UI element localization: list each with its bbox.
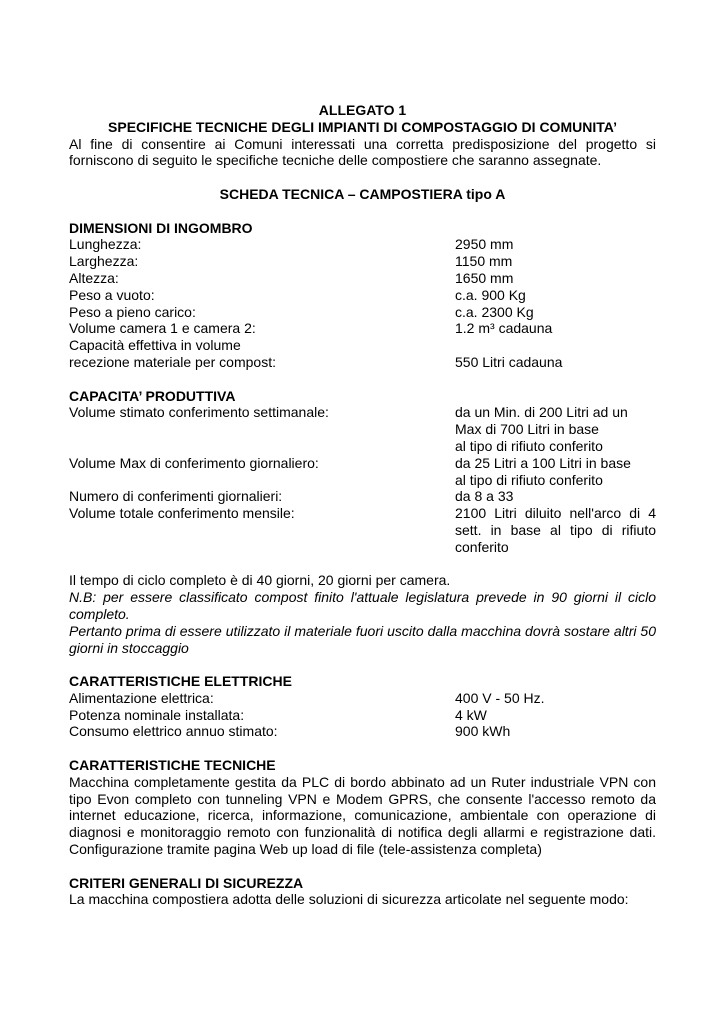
sheet-title: SCHEDA TECNICA – CAMPOSTIERA tipo A — [219, 185, 506, 202]
spec-label: Volume stimato conferimento settimanale: — [69, 404, 329, 421]
spec-value: Max di 700 Litri in base — [455, 421, 599, 438]
spec-value: da un Min. di 200 Litri ad un — [455, 404, 628, 421]
spec-row — [69, 270, 656, 287]
spec-row — [69, 723, 656, 740]
section-title-sicurezza: CRITERI GENERALI DI SICUREZZA — [69, 874, 304, 891]
spec-value: 1150 mm — [455, 253, 513, 270]
spec-value: al tipo di rifiuto conferito — [455, 437, 603, 454]
spec-row — [69, 404, 656, 421]
spec-row — [69, 505, 656, 522]
annex-title: ALLEGATO 1 — [318, 102, 407, 118]
spec-value: 1650 mm — [455, 269, 514, 286]
intro-paragraph: Al fine di consentire ai Comuni interessati una corretta predisposizione del progetto si forniscono di seguito le specifiche tecniche delle compostiere che saranno assegnate. — [69, 135, 656, 169]
spec-value: 550 Litri cadauna — [455, 353, 563, 370]
spec-row — [69, 421, 656, 438]
cycle-note: Il tempo di ciclo completo è di 40 giorni, 20 giorni per camera. — [69, 572, 451, 589]
spec-row — [69, 236, 656, 253]
storage-note: Pertanto prima di essere utilizzato il materiale fuori uscito dalla macchina dovrà sostare altri 50 giorni in stoccaggio — [69, 622, 656, 656]
spec-label: Peso a pieno carico: — [69, 303, 196, 320]
spec-label: Capacità effettiva in volume — [69, 337, 241, 354]
nb-note: N.B: per essere classificato compost finito l'attuale legislatura prevede in 90 giorni il ciclo completo. — [69, 589, 656, 622]
spec-row — [69, 304, 656, 321]
tecniche-paragraph: Macchina completamente gestita da PLC di bordo abbinato ad un Ruter industriale VPN con tipo Evon completo con tunneling VPN e Modem GPRS, che consente l'accesso remoto da internet educazione, ricerca, informazione, comunicazione, ambientale con operazione di diagnosi e monitoraggio remoto con funzionalità di notifica degli allarmi e registrazione dati. Configurazione tramite pagina Web up load di file (tele-assistenza completa) — [69, 773, 656, 858]
sicurezza-paragraph: La macchina compostiera adotta delle soluzioni di sicurezza articolate nel seguente modo: — [69, 891, 629, 908]
spec-label: Potenza nominale installata: — [69, 706, 245, 723]
spec-value: 2950 mm — [455, 236, 514, 253]
spec-label: Altezza: — [69, 269, 119, 286]
spec-label: Volume camera 1 e camera 2: — [69, 320, 256, 337]
spec-label: Consumo elettrico annuo stimato: — [69, 723, 278, 740]
spec-value: 2100 Litri diluito nell'arco di 4 — [455, 505, 656, 522]
spec-row — [69, 455, 656, 472]
spec-value: 4 kW — [455, 706, 487, 723]
spec-label: Volume totale conferimento mensile: — [69, 505, 295, 522]
document-page — [69, 102, 656, 908]
spec-value: 900 kWh — [455, 723, 511, 740]
spec-row — [69, 287, 656, 304]
section-title-tecniche: CARATTERISTICHE TECNICHE — [69, 757, 276, 774]
spec-row — [69, 438, 656, 455]
spec-value: 400 V - 50 Hz. — [455, 689, 545, 706]
spec-value: 1.2 m³ cadauna — [455, 320, 553, 337]
spec-row — [69, 522, 656, 539]
spec-value: c.a. 2300 Kg — [455, 303, 534, 320]
spec-row — [69, 488, 656, 505]
spec-row — [69, 472, 656, 489]
spec-label: Peso a vuoto: — [69, 286, 155, 303]
spec-label: Alimentazione elettrica: — [69, 689, 214, 706]
spec-row — [69, 320, 656, 337]
spec-value: al tipo di rifiuto conferito — [455, 471, 603, 488]
spec-label: Lunghezza: — [69, 236, 142, 253]
section-title-elettriche: CARATTERISTICHE ELETTRICHE — [69, 673, 292, 690]
spec-value: da 25 Litri a 100 Litri in base — [455, 454, 631, 471]
spec-row — [69, 337, 656, 354]
spec-value: conferito — [455, 538, 509, 555]
spec-value: c.a. 900 Kg — [455, 286, 526, 303]
spec-row — [69, 539, 656, 556]
spec-row — [69, 253, 656, 270]
spec-value: da 8 a 33 — [455, 488, 514, 505]
section-title-capacita: CAPACITA’ PRODUTTIVA — [69, 387, 236, 404]
spec-label: Volume Max di conferimento giornaliero: — [69, 454, 319, 471]
spec-label: Numero di conferimenti giornalieri: — [69, 488, 283, 505]
spec-row — [69, 690, 656, 707]
spec-label: recezione materiale per compost: — [69, 353, 276, 370]
spec-label: Larghezza: — [69, 253, 139, 270]
spec-row — [69, 707, 656, 724]
document-title: SPECIFICHE TECNICHE DEGLI IMPIANTI DI COMPOSTAGGIO DI COMUNITA’ — [108, 118, 617, 135]
section-title-dimensioni: DIMENSIONI DI INGOMBRO — [69, 219, 253, 236]
spec-row — [69, 354, 656, 371]
spec-value: sett. in base al tipo di rifiuto — [455, 521, 656, 538]
